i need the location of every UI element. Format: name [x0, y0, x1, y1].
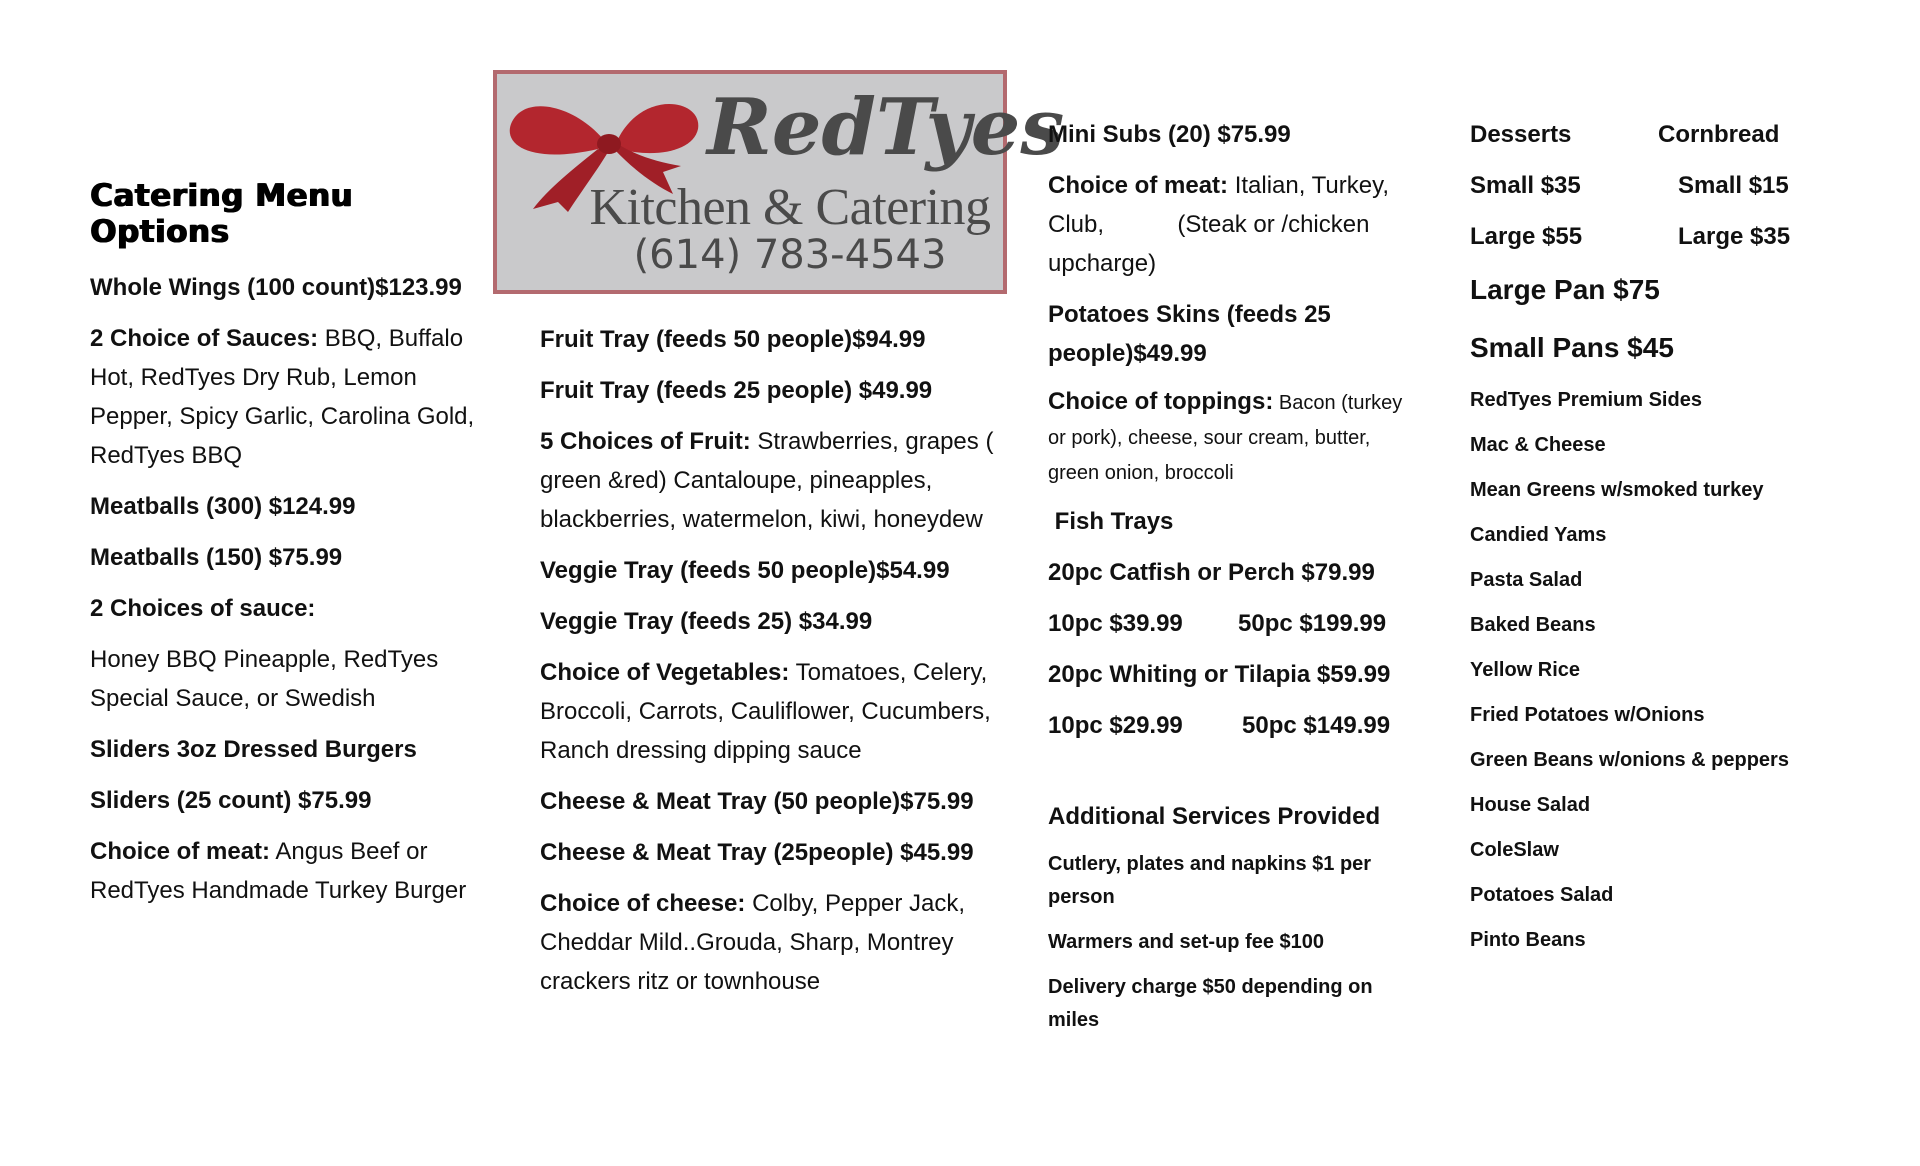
- vegetable-choices: Choice of Vegetables: Tomatoes, Celery, Broccoli, Carrots, Cauliflower, Cucumbers, Ranch dressing dipping sauce: [540, 659, 991, 764]
- item-sliders: Sliders 3oz Dressed Burgers: [90, 736, 417, 763]
- side-item: Yellow Rice: [1470, 659, 1581, 681]
- services-title: Additional Services Provided: [1048, 803, 1381, 830]
- item-catfish: 20pc Catfish or Perch $79.99: [1048, 559, 1375, 586]
- item-veggie-50: Veggie Tray (feeds 50 people)$54.99: [540, 557, 950, 584]
- slider-meat-choice: Choice of meat: Angus Beef or RedTyes Handmade Turkey Burger: [90, 838, 467, 904]
- item-mini-subs: Mini Subs (20) $75.99: [1048, 121, 1291, 148]
- side-item: Mean Greens w/smoked turkey: [1470, 479, 1764, 501]
- side-item: Pinto Beans: [1470, 929, 1586, 951]
- cheese-choices: Choice of cheese: Colby, Pepper Jack, Cheddar Mild..Grouda, Sharp, Montrey crackers ritz or townhouse: [540, 890, 966, 995]
- logo-name: RedTyes: [707, 82, 1065, 173]
- item-whiting: 20pc Whiting or Tilapia $59.99: [1048, 661, 1391, 688]
- item-meatballs-300: Meatballs (300) $124.99: [90, 493, 356, 520]
- side-item: Fried Potatoes w/Onions: [1470, 704, 1705, 726]
- meatball-sauce-options: Honey BBQ Pineapple, RedTyes Special Sauce, or Swedish: [90, 646, 439, 712]
- sides-title: RedTyes Premium Sides: [1470, 389, 1702, 411]
- subs-meat-choice: Choice of meat: Italian, Turkey, Club, (Steak or /chicken upcharge): [1048, 172, 1396, 277]
- item-cheese-25: Cheese & Meat Tray (25people) $45.99: [540, 839, 974, 866]
- side-item: Potatoes Salad: [1470, 884, 1614, 906]
- item-potato-skins: Potatoes Skins (feeds 25 people)$49.99: [1048, 301, 1331, 367]
- logo-phone: (614) 783-4543: [633, 232, 947, 278]
- item-fruit-50: Fruit Tray (feeds 50 people)$94.99: [540, 326, 926, 353]
- column-subs-fish: [1048, 115, 1408, 1049]
- catfish-sizes: 10pc $39.99 50pc $199.99: [1048, 610, 1387, 637]
- column-desserts-sides: [1470, 115, 1870, 969]
- item-meatballs-150: Meatballs (150) $75.99: [90, 544, 343, 571]
- service-delivery: Delivery charge $50 depending on miles: [1048, 976, 1373, 1031]
- logo-subtitle: Kitchen & Catering: [589, 179, 991, 236]
- item-veggie-25: Veggie Tray (feeds 25) $34.99: [540, 608, 873, 635]
- side-item: House Salad: [1470, 794, 1591, 816]
- item-sliders-25: Sliders (25 count) $75.99: [90, 787, 372, 814]
- item-cheese-50: Cheese & Meat Tray (50 people)$75.99: [540, 788, 974, 815]
- menu-title: Catering Menu Options: [90, 178, 353, 250]
- service-warmers: Warmers and set-up fee $100: [1048, 931, 1325, 953]
- column-trays: [540, 320, 1000, 1013]
- side-item: ColeSlaw: [1470, 839, 1559, 861]
- whiting-sizes: 10pc $29.99 50pc $149.99: [1048, 712, 1391, 739]
- dessert-cornbread-heading: Desserts Cornbread: [1470, 121, 1780, 148]
- meatball-sauce-label: 2 Choices of sauce:: [90, 595, 316, 622]
- item-large-pan: Large Pan $75: [1470, 274, 1660, 305]
- small-prices: Small $35 Small $15: [1470, 172, 1789, 199]
- item-fruit-25: Fruit Tray (feeds 25 people) $49.99: [540, 377, 933, 404]
- column-catering-options: [90, 170, 480, 922]
- service-cutlery: Cutlery, plates and napkins $1 per person: [1048, 853, 1372, 908]
- topping-choices: Choice of toppings: Bacon (turkey or pork), cheese, sour cream, butter, green onion, broccoli: [1048, 388, 1403, 484]
- item-sauce-choices: 2 Choice of Sauces: BBQ, Buffalo Hot, RedTyes Dry Rub, Lemon Pepper, Spicy Garlic, Carolina Gold, RedTyes BBQ: [90, 325, 475, 469]
- side-item: Mac & Cheese: [1470, 434, 1606, 456]
- side-item: Pasta Salad: [1470, 569, 1583, 591]
- fruit-choices: 5 Choices of Fruit: Strawberries, grapes ( green &red) Cantaloupe, pineapples, blackberries, watermelon, kiwi, honeydew: [540, 428, 994, 533]
- side-item: Baked Beans: [1470, 614, 1596, 636]
- side-item: Candied Yams: [1470, 524, 1607, 546]
- item-small-pans: Small Pans $45: [1470, 332, 1674, 363]
- fish-trays-heading: Fish Trays: [1048, 508, 1174, 535]
- large-prices: Large $55 Large $35: [1470, 223, 1791, 250]
- restaurant-logo: [493, 70, 1065, 294]
- side-item: Green Beans w/onions & peppers: [1470, 749, 1789, 771]
- item-whole-wings: Whole Wings (100 count)$123.99: [90, 274, 462, 301]
